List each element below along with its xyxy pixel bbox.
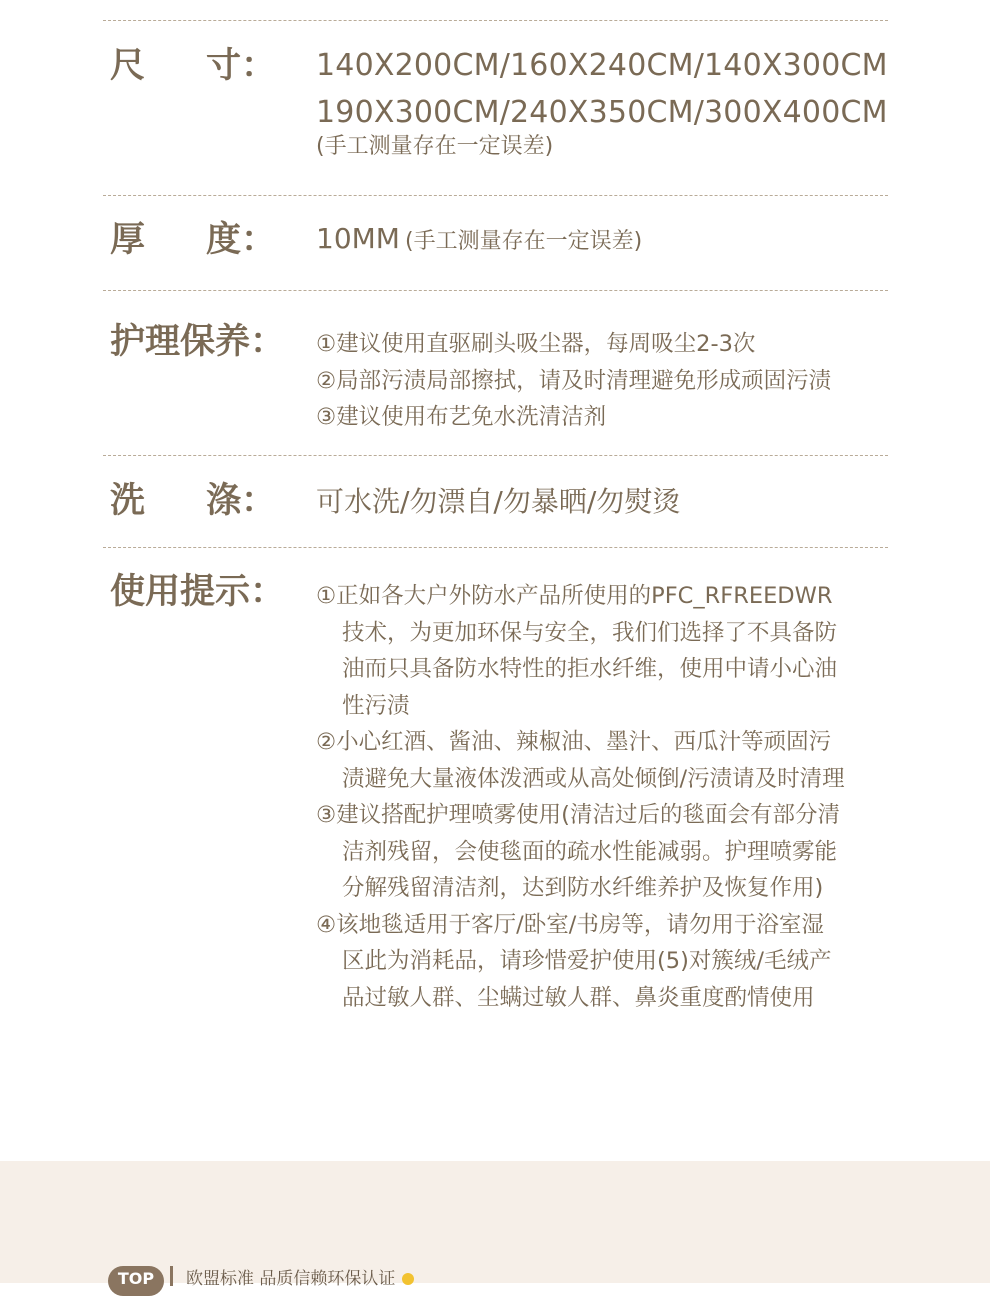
washing-label-char-2: 涤：: [205, 481, 276, 521]
washing-label-char-1: 洗: [110, 481, 146, 521]
thickness-label: [110, 218, 276, 262]
footer-separator: [170, 1266, 173, 1286]
yellow-dot-icon: [402, 1273, 414, 1285]
footer-caption: 欧盟标准 品质信赖环保认证: [186, 1269, 396, 1289]
tip-line: 分解残留清洁剂，达到防水纤维养护及恢复作用): [342, 875, 824, 901]
care-label: 护理保养：: [110, 322, 286, 362]
size-label-char-2: 寸：: [205, 46, 276, 86]
divider-3: [103, 455, 888, 456]
size-label: [110, 44, 276, 88]
size-values: [316, 42, 888, 162]
size-line-2: 190X300CM/240X350CM/300X400CM: [316, 95, 888, 130]
tips-list: [316, 578, 891, 1016]
tip-line: ①正如各大户外防水产品所使用的PFC_RFREEDWR: [316, 583, 833, 609]
divider-1: [103, 195, 888, 196]
thickness-label-char-1: 厚: [110, 220, 146, 260]
tip-line: 区此为消耗品，请珍惜爱护使用(5)对簇绒/毛绒产: [342, 948, 832, 974]
care-item-3: ③建议使用布艺免水洗清洁剂: [316, 404, 607, 430]
care-list: [316, 326, 831, 436]
thickness-value-row: [316, 222, 642, 255]
tip-line: 性污渍: [342, 692, 410, 719]
tip-line: 渍避免大量液体泼洒或从高处倾倒/污渍请及时清理: [342, 765, 845, 792]
size-line-1: 140X200CM/160X240CM/140X300CM: [316, 48, 888, 83]
footer-band: [0, 1161, 990, 1283]
washing-label: [110, 479, 276, 523]
tip-line: 洁剂残留，会使毯面的疏水性能减弱。护理喷雾能: [342, 838, 838, 865]
tip-line: ④该地毯适用于客厅/卧室/书房等，请勿用于浴室湿: [316, 911, 824, 938]
tips-label: 使用提示：: [110, 572, 286, 612]
tip-line: 品过敏人群、尘螨过敏人群、鼻炎重度酌情使用: [342, 984, 815, 1011]
care-item-1: ①建议使用直驱刷头吸尘器，每周吸尘2-3次: [316, 331, 756, 357]
tip-line: 油而只具备防水特性的拒水纤维，使用中请小心油: [342, 656, 838, 682]
tip-line: 技术，为更加环保与安全，我们们选择了不具备防: [342, 619, 838, 646]
tip-line: ③建议搭配护理喷雾使用(清洁过后的毯面会有部分清: [316, 802, 840, 828]
size-label-char-1: 尺: [110, 46, 146, 86]
care-item-2: ②局部污渍局部擦拭，请及时清理避免形成顽固污渍: [316, 367, 832, 394]
divider-4: [103, 547, 888, 548]
thickness-note: (手工测量存在一定误差): [405, 229, 643, 254]
thickness-label-char-2: 度：: [205, 220, 276, 260]
thickness-value: 10MM: [316, 222, 400, 255]
divider-top: [103, 20, 888, 21]
tip-line: ②小心红酒、酱油、辣椒油、墨汁、西瓜汁等顽固污: [316, 729, 832, 755]
top-badge: TOP: [108, 1266, 164, 1296]
divider-2: [103, 290, 888, 291]
washing-value: 可水洗/勿漂自/勿暴晒/勿熨烫: [316, 485, 681, 518]
size-note: (手工测量存在一定误差): [316, 134, 554, 159]
